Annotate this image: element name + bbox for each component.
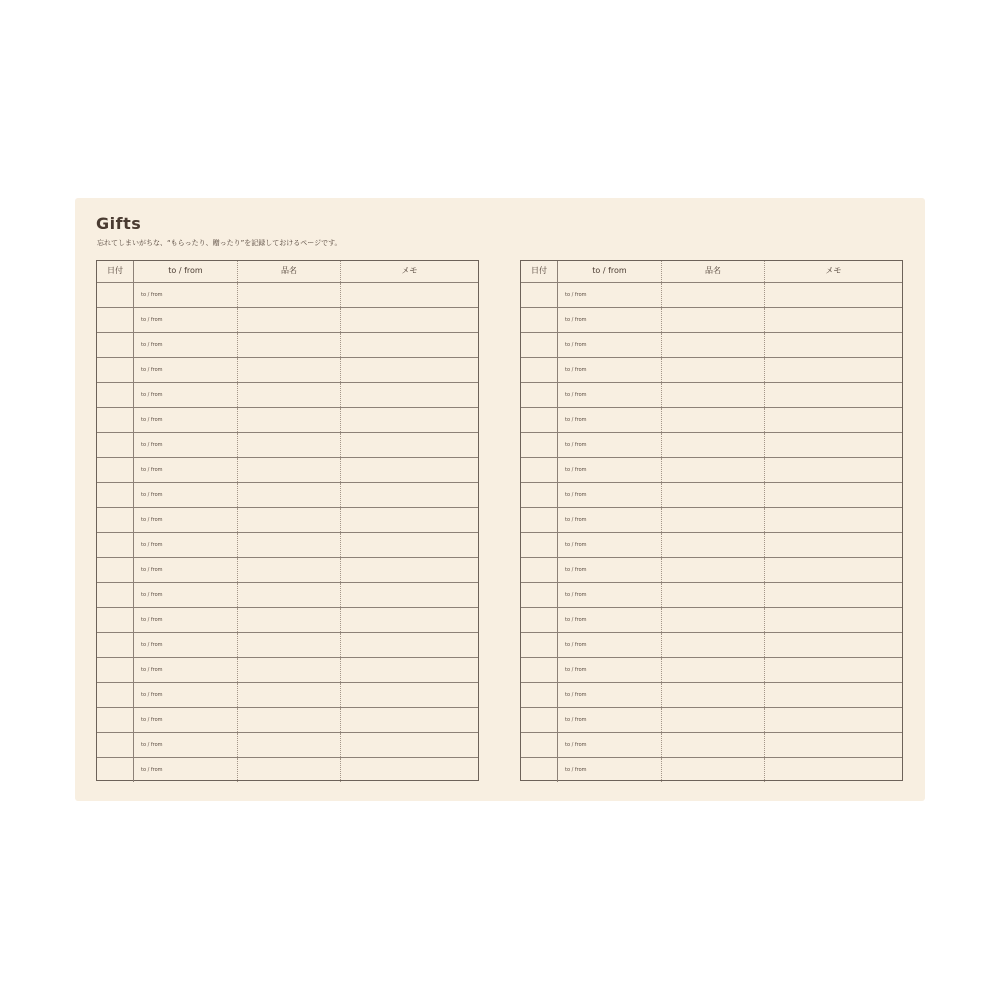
date-cell[interactable]: [97, 583, 133, 607]
to-from-label: to / from: [565, 342, 587, 348]
to-from-label: to / from: [141, 442, 163, 448]
to-from-cell[interactable]: [133, 758, 237, 782]
memo-cell[interactable]: [340, 758, 478, 782]
table-row: [97, 457, 478, 482]
date-cell[interactable]: [97, 508, 133, 532]
to-from-cell[interactable]: [133, 508, 237, 532]
to-from-cell[interactable]: [133, 383, 237, 407]
item-name-cell[interactable]: [237, 333, 340, 357]
page-title: Gifts: [96, 214, 142, 233]
table-row: [521, 557, 902, 582]
to-from-cell[interactable]: [557, 658, 661, 682]
date-cell[interactable]: [97, 658, 133, 682]
to-from-label: to / from: [141, 292, 163, 298]
date-cell[interactable]: [97, 383, 133, 407]
to-from-cell[interactable]: [557, 583, 661, 607]
table-row: [521, 657, 902, 682]
to-from-label: to / from: [565, 767, 587, 773]
to-from-cell[interactable]: [557, 408, 661, 432]
to-from-cell[interactable]: [557, 708, 661, 732]
to-from-cell[interactable]: [557, 433, 661, 457]
item-name-cell[interactable]: [661, 508, 764, 532]
to-from-cell[interactable]: [557, 483, 661, 507]
date-cell[interactable]: [521, 333, 557, 357]
date-cell[interactable]: [97, 483, 133, 507]
to-from-label: to / from: [141, 742, 163, 748]
header-to-from: to / from: [133, 261, 237, 282]
table-row: [97, 657, 478, 682]
date-cell[interactable]: [97, 708, 133, 732]
to-from-label: to / from: [141, 342, 163, 348]
gift-table-left: [96, 260, 479, 781]
date-cell[interactable]: [521, 283, 557, 307]
to-from-cell[interactable]: [557, 633, 661, 657]
memo-cell[interactable]: [340, 558, 478, 582]
memo-cell[interactable]: [764, 508, 902, 532]
date-cell[interactable]: [521, 508, 557, 532]
to-from-label: to / from: [141, 367, 163, 373]
date-cell[interactable]: [521, 708, 557, 732]
header-item-name: 品名: [661, 261, 764, 282]
date-cell[interactable]: [521, 683, 557, 707]
date-cell[interactable]: [521, 358, 557, 382]
to-from-cell[interactable]: [133, 608, 237, 632]
table-row: [97, 482, 478, 507]
table-row: [97, 307, 478, 332]
to-from-cell[interactable]: [557, 308, 661, 332]
to-from-label: to / from: [141, 317, 163, 323]
date-cell[interactable]: [97, 408, 133, 432]
memo-cell[interactable]: [340, 433, 478, 457]
table-row: [97, 757, 478, 782]
item-name-cell[interactable]: [661, 358, 764, 382]
memo-cell[interactable]: [340, 608, 478, 632]
date-cell[interactable]: [97, 533, 133, 557]
item-name-cell[interactable]: [661, 583, 764, 607]
table-row: [97, 582, 478, 607]
memo-cell[interactable]: [764, 483, 902, 507]
to-from-cell[interactable]: [133, 683, 237, 707]
memo-cell[interactable]: [764, 608, 902, 632]
to-from-cell[interactable]: [133, 358, 237, 382]
memo-cell[interactable]: [340, 333, 478, 357]
item-name-cell[interactable]: [237, 358, 340, 382]
memo-cell[interactable]: [340, 583, 478, 607]
to-from-label: to / from: [141, 492, 163, 498]
memo-cell[interactable]: [340, 533, 478, 557]
to-from-cell[interactable]: [557, 333, 661, 357]
table-row: [521, 732, 902, 757]
date-cell[interactable]: [97, 608, 133, 632]
table-row: [97, 682, 478, 707]
to-from-cell[interactable]: [557, 533, 661, 557]
memo-cell[interactable]: [764, 633, 902, 657]
item-name-cell[interactable]: [661, 633, 764, 657]
to-from-cell[interactable]: [133, 708, 237, 732]
table-row: [97, 557, 478, 582]
memo-cell[interactable]: [764, 683, 902, 707]
to-from-label: to / from: [565, 317, 587, 323]
to-from-cell[interactable]: [557, 683, 661, 707]
to-from-label: to / from: [141, 567, 163, 573]
to-from-label: to / from: [565, 742, 587, 748]
table-row: [97, 357, 478, 382]
header-item-name: 品名: [237, 261, 340, 282]
table-row: [521, 707, 902, 732]
memo-cell[interactable]: [764, 658, 902, 682]
table-row: [521, 432, 902, 457]
item-name-cell[interactable]: [237, 558, 340, 582]
to-from-cell[interactable]: [557, 508, 661, 532]
table-body: [521, 282, 902, 782]
date-cell[interactable]: [97, 433, 133, 457]
to-from-label: to / from: [565, 517, 587, 523]
item-name-cell[interactable]: [661, 708, 764, 732]
to-from-cell[interactable]: [133, 633, 237, 657]
memo-cell[interactable]: [340, 633, 478, 657]
memo-cell[interactable]: [764, 533, 902, 557]
date-cell[interactable]: [521, 383, 557, 407]
date-cell[interactable]: [521, 758, 557, 782]
memo-cell[interactable]: [764, 558, 902, 582]
table-row: [97, 332, 478, 357]
to-from-cell[interactable]: [557, 283, 661, 307]
table-row: [521, 332, 902, 357]
to-from-label: to / from: [141, 467, 163, 473]
table-row: [521, 382, 902, 407]
item-name-cell[interactable]: [237, 408, 340, 432]
memo-cell[interactable]: [340, 358, 478, 382]
to-from-cell[interactable]: [133, 583, 237, 607]
date-cell[interactable]: [521, 608, 557, 632]
table-row: [521, 632, 902, 657]
table-row: [521, 682, 902, 707]
memo-cell[interactable]: [764, 408, 902, 432]
date-cell[interactable]: [97, 333, 133, 357]
to-from-label: to / from: [141, 517, 163, 523]
to-from-label: to / from: [141, 642, 163, 648]
table-row: [521, 307, 902, 332]
memo-cell[interactable]: [340, 708, 478, 732]
gifts-page: [75, 198, 925, 801]
memo-cell[interactable]: [340, 408, 478, 432]
memo-cell[interactable]: [764, 758, 902, 782]
memo-cell[interactable]: [340, 733, 478, 757]
table-row: [521, 357, 902, 382]
date-cell[interactable]: [521, 583, 557, 607]
date-cell[interactable]: [97, 683, 133, 707]
to-from-label: to / from: [565, 292, 587, 298]
item-name-cell[interactable]: [661, 433, 764, 457]
date-cell[interactable]: [97, 733, 133, 757]
item-name-cell[interactable]: [237, 733, 340, 757]
item-name-cell[interactable]: [237, 658, 340, 682]
item-name-cell[interactable]: [237, 708, 340, 732]
memo-cell[interactable]: [340, 483, 478, 507]
date-cell[interactable]: [521, 408, 557, 432]
table-body: [97, 282, 478, 782]
item-name-cell[interactable]: [661, 283, 764, 307]
memo-cell[interactable]: [764, 708, 902, 732]
item-name-cell[interactable]: [661, 458, 764, 482]
to-from-cell[interactable]: [133, 733, 237, 757]
date-cell[interactable]: [97, 758, 133, 782]
to-from-cell[interactable]: [133, 458, 237, 482]
to-from-label: to / from: [565, 392, 587, 398]
memo-cell[interactable]: [764, 358, 902, 382]
item-name-cell[interactable]: [661, 308, 764, 332]
item-name-cell[interactable]: [661, 658, 764, 682]
table-row: [521, 482, 902, 507]
table-row: [97, 532, 478, 557]
item-name-cell[interactable]: [237, 433, 340, 457]
item-name-cell[interactable]: [237, 308, 340, 332]
to-from-label: to / from: [565, 367, 587, 373]
date-cell[interactable]: [97, 558, 133, 582]
gift-table-right: [520, 260, 903, 781]
to-from-cell[interactable]: [133, 308, 237, 332]
to-from-cell[interactable]: [133, 558, 237, 582]
memo-cell[interactable]: [340, 458, 478, 482]
date-cell[interactable]: [97, 308, 133, 332]
to-from-label: to / from: [141, 392, 163, 398]
page-subtitle: 忘れてしまいがちな、“もらったり、贈ったり”を記録しておけるページです。: [97, 239, 342, 247]
to-from-label: to / from: [141, 692, 163, 698]
table-header: [521, 261, 902, 282]
date-cell[interactable]: [521, 658, 557, 682]
to-from-label: to / from: [565, 667, 587, 673]
memo-cell[interactable]: [340, 283, 478, 307]
header-memo: メモ: [340, 261, 478, 282]
memo-cell[interactable]: [764, 308, 902, 332]
memo-cell[interactable]: [764, 458, 902, 482]
table-row: [521, 757, 902, 782]
memo-cell[interactable]: [764, 283, 902, 307]
item-name-cell[interactable]: [237, 608, 340, 632]
memo-cell[interactable]: [340, 683, 478, 707]
to-from-cell[interactable]: [557, 733, 661, 757]
date-cell[interactable]: [97, 358, 133, 382]
header-date: 日付: [107, 266, 123, 275]
table-row: [97, 707, 478, 732]
date-cell[interactable]: [97, 283, 133, 307]
item-name-cell[interactable]: [237, 508, 340, 532]
table-row: [521, 282, 902, 307]
table-row: [97, 607, 478, 632]
to-from-label: to / from: [565, 692, 587, 698]
to-from-label: to / from: [565, 442, 587, 448]
item-name-cell[interactable]: [661, 758, 764, 782]
item-name-cell[interactable]: [661, 683, 764, 707]
date-cell[interactable]: [97, 458, 133, 482]
to-from-label: to / from: [141, 717, 163, 723]
to-from-cell[interactable]: [133, 658, 237, 682]
table-header: [97, 261, 478, 282]
to-from-label: to / from: [565, 717, 587, 723]
item-name-cell[interactable]: [237, 458, 340, 482]
to-from-cell[interactable]: [557, 608, 661, 632]
table-row: [521, 532, 902, 557]
table-row: [97, 507, 478, 532]
date-cell[interactable]: [521, 458, 557, 482]
to-from-label: to / from: [565, 642, 587, 648]
table-row: [97, 732, 478, 757]
to-from-cell[interactable]: [557, 458, 661, 482]
table-row: [97, 407, 478, 432]
memo-cell[interactable]: [764, 583, 902, 607]
to-from-cell[interactable]: [557, 358, 661, 382]
to-from-label: to / from: [565, 492, 587, 498]
to-from-cell[interactable]: [557, 758, 661, 782]
item-name-cell[interactable]: [237, 583, 340, 607]
to-from-label: to / from: [141, 592, 163, 598]
table-row: [97, 432, 478, 457]
date-cell[interactable]: [521, 483, 557, 507]
to-from-cell[interactable]: [133, 533, 237, 557]
table-row: [521, 582, 902, 607]
to-from-label: to / from: [565, 417, 587, 423]
memo-cell[interactable]: [340, 658, 478, 682]
to-from-cell[interactable]: [133, 433, 237, 457]
to-from-label: to / from: [565, 467, 587, 473]
item-name-cell[interactable]: [661, 483, 764, 507]
to-from-cell[interactable]: [133, 483, 237, 507]
to-from-cell[interactable]: [557, 383, 661, 407]
item-name-cell[interactable]: [237, 758, 340, 782]
date-cell[interactable]: [521, 633, 557, 657]
item-name-cell[interactable]: [661, 558, 764, 582]
item-name-cell[interactable]: [661, 408, 764, 432]
item-name-cell[interactable]: [661, 733, 764, 757]
date-cell[interactable]: [521, 433, 557, 457]
item-name-cell[interactable]: [661, 333, 764, 357]
item-name-cell[interactable]: [237, 683, 340, 707]
header-memo: メモ: [764, 261, 902, 282]
table-row: [521, 607, 902, 632]
to-from-label: to / from: [141, 617, 163, 623]
table-row: [97, 282, 478, 307]
memo-cell[interactable]: [764, 333, 902, 357]
item-name-cell[interactable]: [661, 608, 764, 632]
to-from-label: to / from: [565, 592, 587, 598]
to-from-cell[interactable]: [557, 558, 661, 582]
to-from-label: to / from: [141, 542, 163, 548]
item-name-cell[interactable]: [237, 283, 340, 307]
item-name-cell[interactable]: [661, 383, 764, 407]
date-cell[interactable]: [97, 633, 133, 657]
to-from-label: to / from: [565, 567, 587, 573]
table-row: [521, 457, 902, 482]
item-name-cell[interactable]: [661, 533, 764, 557]
table-row: [97, 632, 478, 657]
header-date: 日付: [531, 266, 547, 275]
to-from-cell[interactable]: [133, 333, 237, 357]
to-from-label: to / from: [565, 617, 587, 623]
date-cell[interactable]: [521, 733, 557, 757]
to-from-label: to / from: [565, 542, 587, 548]
date-cell[interactable]: [521, 308, 557, 332]
table-row: [97, 382, 478, 407]
memo-cell[interactable]: [340, 508, 478, 532]
item-name-cell[interactable]: [237, 483, 340, 507]
memo-cell[interactable]: [340, 308, 478, 332]
date-cell[interactable]: [521, 558, 557, 582]
memo-cell[interactable]: [340, 383, 478, 407]
to-from-label: to / from: [141, 417, 163, 423]
to-from-label: to / from: [141, 667, 163, 673]
to-from-cell[interactable]: [133, 408, 237, 432]
memo-cell[interactable]: [764, 433, 902, 457]
item-name-cell[interactable]: [237, 383, 340, 407]
item-name-cell[interactable]: [237, 633, 340, 657]
to-from-label: to / from: [141, 767, 163, 773]
table-row: [521, 507, 902, 532]
header-to-from: to / from: [557, 261, 661, 282]
to-from-cell[interactable]: [133, 283, 237, 307]
memo-cell[interactable]: [764, 733, 902, 757]
memo-cell[interactable]: [764, 383, 902, 407]
item-name-cell[interactable]: [237, 533, 340, 557]
date-cell[interactable]: [521, 533, 557, 557]
table-row: [521, 407, 902, 432]
